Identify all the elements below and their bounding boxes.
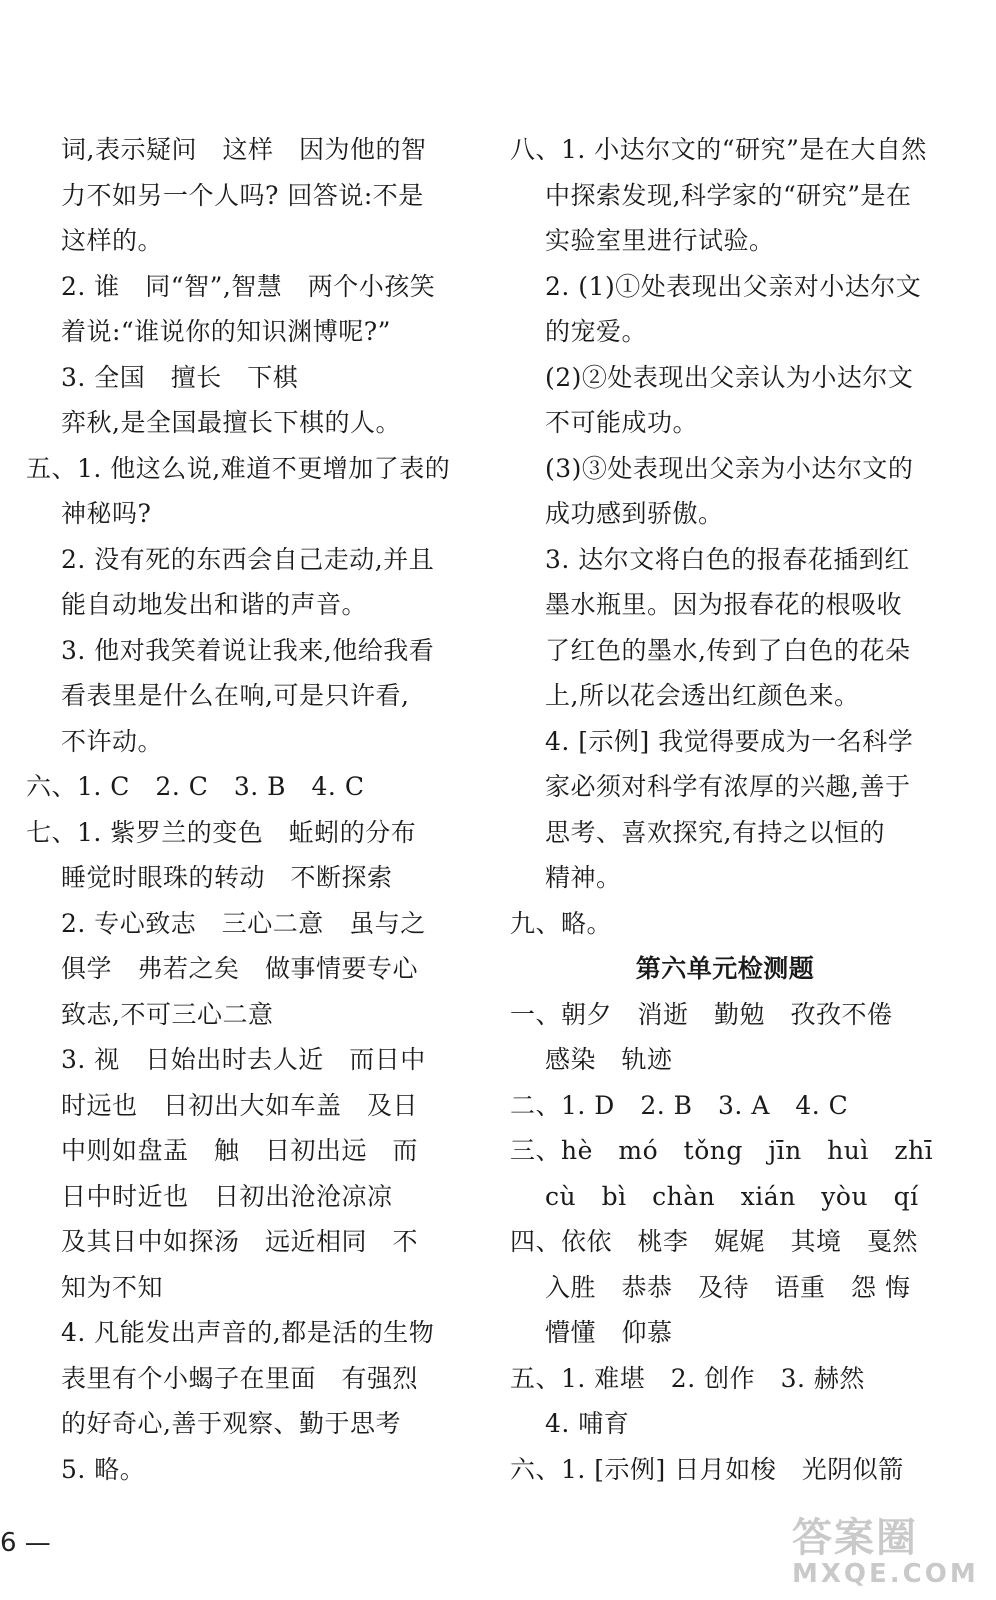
answer-line: 神秘吗?: [61, 499, 152, 528]
answer-line: 了红色的墨水,传到了白色的花朵: [545, 635, 911, 665]
answer-line: 3. 他对我笑着说让我来,他给我看: [61, 635, 435, 665]
answer-line: 知为不知: [61, 1272, 164, 1302]
answer-line: 的宠爱。: [545, 317, 648, 346]
answer-line: 家必须对科学有浓厚的兴趣,善于: [545, 772, 911, 801]
answer-line: 着说:“谁说你的知识渊博呢?”: [61, 317, 391, 346]
answer-line: 不可能成功。: [545, 408, 699, 437]
answer-line: 4. [示例] 我觉得要成为一名科学: [545, 726, 914, 756]
watermark-main-text: 答案圈: [792, 1515, 918, 1561]
answer-line: 词,表示疑问 这样 因为他的智: [61, 135, 427, 164]
answer-line: 致志,不可三心二意: [61, 999, 274, 1029]
answer-line: 能自动地发出和谐的声音。: [61, 590, 368, 619]
answer-line: 力不如另一个人吗? 回答说:不是: [61, 180, 424, 210]
answer-line: 表里有个小蝎子在里面 有强烈: [61, 1363, 419, 1393]
answer-line: 弈秋,是全国最擅长下棋的人。: [61, 408, 401, 437]
answer-line: 2. 没有死的东西会自己走动,并且: [61, 544, 435, 574]
answer-line: 入胜 恭恭 及待 语重 怨 悔: [545, 1272, 911, 1302]
answer-line: 3. 达尔文将白色的报春花插到红: [545, 544, 910, 574]
answer-line: 八、1. 小达尔文的“研究”是在大自然: [510, 135, 927, 164]
answer-line: 3. 全国 擅长 下棋: [61, 362, 299, 392]
answer-line: 4. 凡能发出声音的,都是活的生物: [61, 1318, 435, 1347]
page-number: 6 —: [0, 1528, 51, 1558]
answer-line: 三、hè mó tǒng jīn huì zhī: [510, 1136, 934, 1165]
answer-line: 3. 视 日始出时去人近 而日中: [61, 1045, 426, 1074]
answer-line: 中探索发现,科学家的“研究”是在: [545, 180, 912, 210]
answer-line: 精神。: [545, 863, 622, 892]
answer-line: 思考、喜欢探究,有持之以恒的: [545, 817, 885, 847]
answer-line: 4. 哺育: [545, 1409, 630, 1438]
answer-line: 中则如盘盂 触 日初出远 而: [61, 1136, 419, 1165]
left-column: [26, 127, 456, 1492]
answer-line: 六、1. C 2. C 3. B 4. C: [26, 772, 365, 801]
section-title: 第六单元检测题: [635, 954, 815, 983]
answer-line: 俱学 弗若之矣 做事情要专心: [61, 954, 419, 983]
answer-line: 感染 轨迹: [545, 1045, 673, 1074]
answer-line: 2. 谁 同“智”,智慧 两个小孩笑: [61, 271, 436, 301]
answer-line: 六、1. [示例] 日月如梭 光阴似箭: [510, 1454, 904, 1484]
answer-line: 墨水瓶里。因为报春花的根吸收: [545, 590, 903, 619]
answer-line: 七、1. 紫罗兰的变色 蚯蚓的分布: [26, 817, 417, 847]
answer-line: 五、1. 他这么说,难道不更增加了表的: [26, 453, 451, 483]
answer-line: 不许动。: [61, 726, 164, 756]
answer-line: 实验室里进行试验。: [545, 226, 775, 255]
answer-line: (3)③处表现出父亲为小达尔文的: [545, 453, 914, 483]
answer-line: 日中时近也 日初出沧沧凉凉: [61, 1181, 393, 1211]
answer-line: 2. (1)①处表现出父亲对小达尔文: [545, 271, 922, 301]
answer-line: 一、朝夕 消逝 勤勉 孜孜不倦: [510, 999, 893, 1029]
answer-line: 二、1. D 2. B 3. A 4. C: [510, 1090, 849, 1120]
watermark-sub-text: MXQE.COM: [792, 1559, 979, 1589]
answer-line: 2. 专心致志 三心二意 虽与之: [61, 908, 426, 938]
answer-line: 上,所以花会透出红颜色来。: [545, 681, 860, 710]
answer-line: 九、略。: [510, 908, 613, 938]
answer-line: 懵懂 仰慕: [545, 1318, 673, 1347]
answer-line: 及其日中如探汤 远近相同 不: [61, 1227, 419, 1256]
watermark-logo: [792, 1506, 988, 1594]
answer-line: 的好奇心,善于观察、勤于思考: [61, 1409, 401, 1438]
answer-line: 四、依依 桃李 娓娓 其境 戛然: [510, 1227, 919, 1256]
answer-line: 看表里是什么在响,可是只许看,: [61, 681, 410, 710]
answer-line: 五、1. 难堪 2. 创作 3. 赫然: [510, 1363, 865, 1393]
answer-line: 成功感到骄傲。: [545, 499, 724, 528]
answer-line: 睡觉时眼珠的转动 不断探索: [61, 863, 393, 892]
answer-line: cù bì chàn xián yòu qí: [545, 1181, 919, 1211]
answer-line: (2)②处表现出父亲认为小达尔文: [545, 362, 914, 392]
right-column: [510, 127, 940, 1492]
answer-line: 时远也 日初出大如车盖 及日: [61, 1090, 419, 1120]
answer-line: 5. 略。: [61, 1454, 146, 1484]
answer-line: 这样的。: [61, 226, 164, 255]
